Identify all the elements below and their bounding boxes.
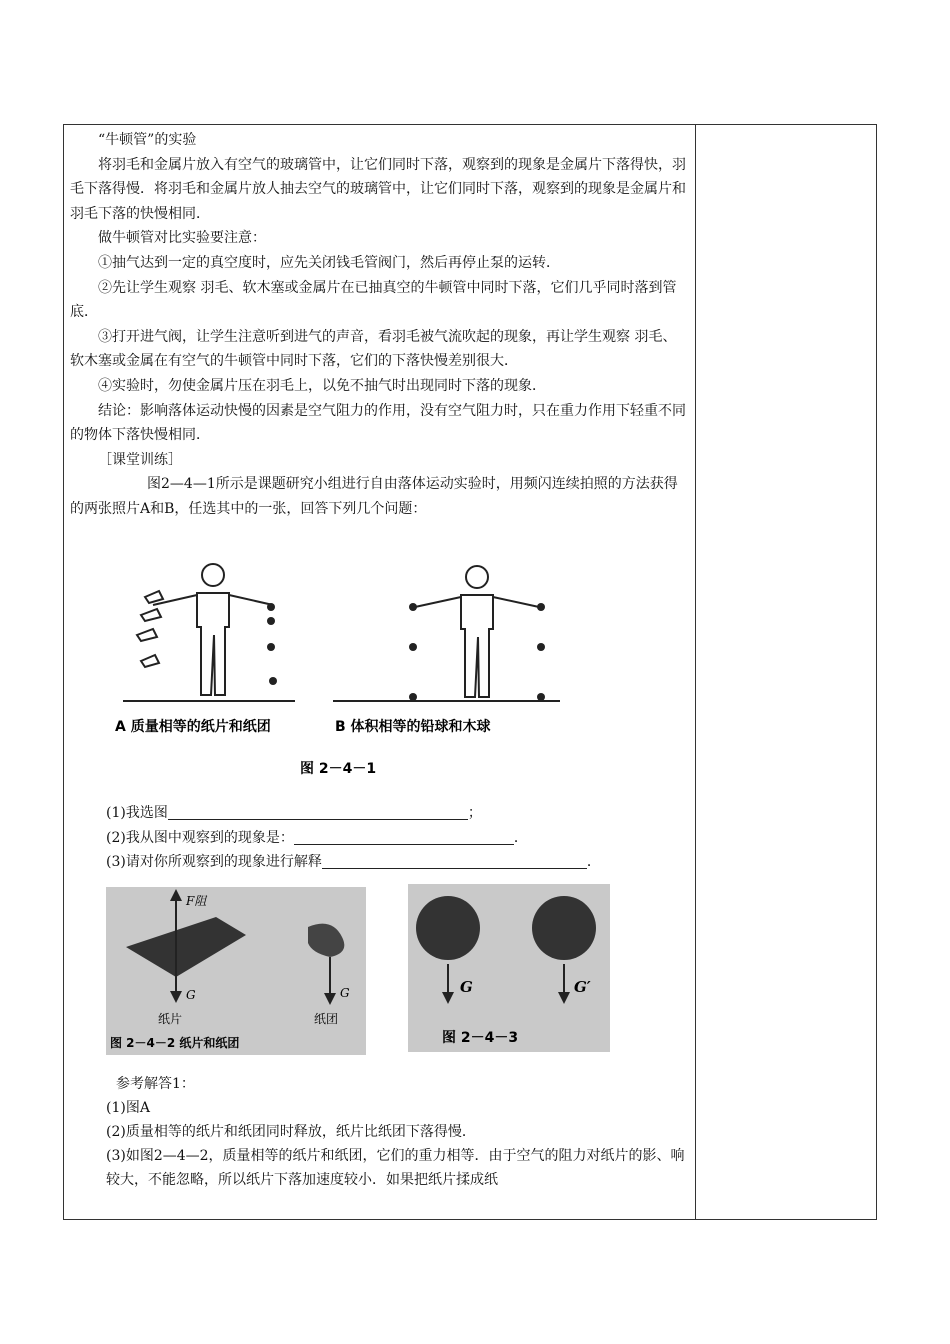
note-item-2: ②先让学生观察 羽毛、软木塞或金属片在已抽真空的牛顿管中同时下落，它们几乎同时落到管底．: [70, 279, 677, 321]
question-3-label: (3)请对你所观察到的现象进行解释: [106, 854, 322, 870]
ball-label: 纸团: [314, 1012, 339, 1026]
question-1-end: ；: [467, 805, 482, 821]
answer-1: (1)图A: [106, 1100, 150, 1116]
g-prime-label: G′: [574, 978, 591, 996]
table-column-divider: [695, 124, 696, 1220]
question-3-end: ．: [586, 854, 601, 870]
force-label: F阻: [186, 894, 207, 908]
paper-label: 纸片: [158, 1012, 183, 1026]
note-item-3: ③打开进气阀，让学生注意听到进气的声音，看羽毛被气流吹起的现象，再让学生观察 羽毛、软木塞或金属在有空气的牛顿管中同时下落，它们的下落快慢差别很大．: [70, 328, 677, 370]
lesson-content: [70, 128, 690, 522]
question-1: [106, 803, 482, 823]
figure1-caption-a: A 质量相等的纸片和纸团: [115, 719, 271, 735]
answer-blank-3[interactable]: [322, 852, 587, 869]
answer-3: (3)如图2—4—2，质量相等的纸片和纸团，它们的重力相等．由于空气的阻力对纸片的影、响较大，不能忽略，所以纸片下落加速度较小．如果把纸片揉成纸: [106, 1148, 685, 1188]
training-title: ［课堂训练］: [98, 451, 182, 468]
note-item-1: ①抽气达到一定的真空度时，应先关闭钱毛管阀门，然后再停止泵的运转．: [98, 254, 560, 271]
answer-block: [106, 1072, 690, 1192]
figure3-caption: 图 2－4－3: [442, 1030, 519, 1046]
figure-2-4-2: [106, 887, 366, 1055]
figure-2-4-3: [408, 884, 610, 1052]
g-label-ball: G: [340, 986, 350, 1000]
figure1-label: 图 2－4－1: [300, 761, 377, 777]
figure1-caption-b: B 体积相等的铅球和木球: [335, 719, 491, 735]
notice-text: 做牛顿管对比实验要注意：: [98, 230, 266, 247]
answer-title: 参考解答1：: [116, 1076, 195, 1092]
figure2-caption: 图 2－4－2 纸片和纸团: [110, 1036, 240, 1050]
question-3: [106, 852, 601, 872]
question-text: 图2—4—1所示是课题研究小组进行自由落体运动实验时，用频闪连续拍照的方法获得的两张照片A和B，任选其中的一张，回答下列几个问题：: [70, 476, 678, 517]
question-1-label: (1)我选图: [106, 805, 168, 821]
note-item-4: ④实验时，勿使金属片压在羽毛上，以免不抽气时出现同时下落的现象．: [98, 377, 546, 394]
question-2-end: ．: [513, 830, 528, 846]
answer-blank-2[interactable]: [294, 828, 514, 845]
figure-2-4-1: [115, 555, 575, 785]
answer-2: (2)质量相等的纸片和纸团同时释放，纸片比纸团下落得慢．: [106, 1124, 476, 1140]
question-2-label: (2)我从图中观察到的现象是：: [106, 830, 294, 846]
answer-blank-1[interactable]: [168, 803, 468, 820]
paragraph-1: 将羽毛和金属片放入有空气的玻璃管中，让它们同时下落，观察到的现象是金属片下落得快，羽毛下落得慢．将羽毛和金属片放人抽去空气的玻璃管中，让它们同时下落，观察到的现象是金属片和羽毛下落的快慢相同．: [70, 156, 686, 222]
conclusion-text: 结论：影响落体运动快慢的因素是空气阻力的作用，没有空气阻力时，只在重力作用下轻重不同的物体下落快慢相同．: [70, 402, 686, 444]
question-2: [106, 828, 528, 848]
g-label-left: G: [460, 978, 473, 996]
section-heading: “牛顿管”的实验: [98, 132, 197, 148]
g-label-paper: G: [186, 988, 196, 1002]
